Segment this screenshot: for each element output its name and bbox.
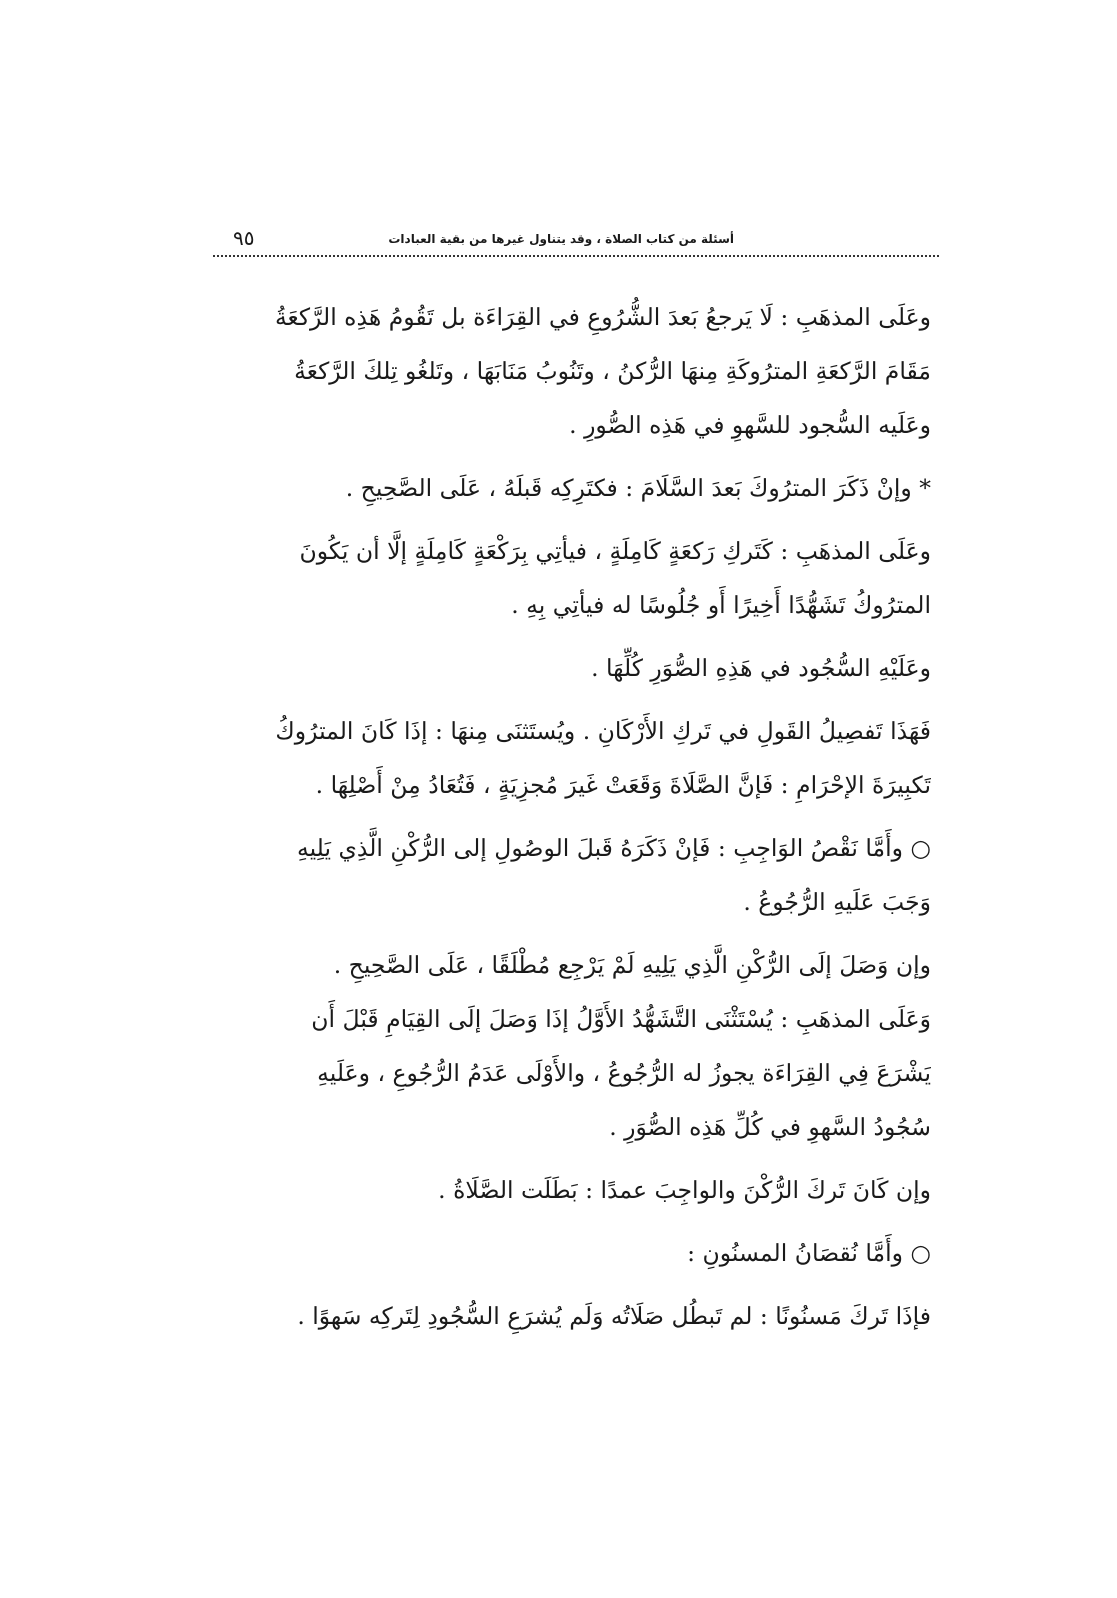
text-line: وَجَبَ عَلَيهِ الرُّجُوعُ .: [743, 888, 931, 916]
text-line: وَعَلَى المذهَبِ : يُسْتَثْنَى التَّشَهُّدُ الأَوَّلُ إذَا وَصَلَ إلَى القِيَامِ قَبْلَ أَن: [311, 1005, 931, 1033]
text-line: المترُوكُ تَشَهُّدًا أَخِيرًا أَو جُلُوسًا له فيأتِي بِهِ .: [511, 591, 931, 619]
page-body: [213, 290, 931, 1343]
header-dotted-rule: [213, 255, 939, 257]
page-number: ٩٥: [233, 226, 255, 250]
text-line: مَقَامَ الرَّكعَةِ المترُوكَةِ مِنهَا الرُّكنُ ، وتَنُوبُ مَنَابَهَا ، وتَلغُو تِلكَ الرَّكعَةُ: [294, 357, 931, 385]
text-line: فإذَا تَركَ مَسنُونًا : لم تَبطُل صَلَاتُه وَلَم يُشرَعِ السُّجُودِ لِتَركِه سَهوًا .: [297, 1302, 931, 1330]
text-line: سُجُودُ السَّهوِ في كُلِّ هَذِه الصُّوَرِ .: [609, 1113, 931, 1141]
text-line: وإن كَانَ تَركَ الرُّكْنَ والواجِبَ عمدًا : بَطَلَت الصَّلَاةُ .: [438, 1176, 931, 1204]
text-line: ○ وأَمَّا نُقصَانُ المسنُونِ :: [687, 1239, 931, 1267]
text-line: وعَلَيْهِ السُّجُود في هَذِهِ الصُّوَرِ كُلِّهَا .: [591, 654, 931, 682]
running-title: أسئلة من كتاب الصلاة ، وقد يتناول غيرها من بقية العبادات: [388, 232, 734, 246]
text-line: وعَلَيه السُّجود للسَّهوِ في هَذِه الصُّورِ .: [569, 411, 931, 439]
text-line: تَكبِيرَةَ الإحْرَامِ : فَإنَّ الصَّلَاةَ وَقَعَتْ غَيرَ مُجزِيَةٍ ، فَتُعَادُ مِنْ أَصْلِهَا .: [315, 771, 931, 799]
text-line: وإن وَصَلَ إلَى الرُّكْنِ الَّذِي يَلِيهِ لَمْ يَرْجِع مُطْلَقًا ، عَلَى الصَّحِيحِ .: [333, 951, 931, 979]
text-line: * وإنْ ذَكَرَ المترُوكَ بَعدَ السَّلَامَ : فكتَرِكِه قَبلَهُ ، عَلَى الصَّحِيحِ .: [345, 474, 931, 502]
text-line: يَشْرَعَ فِي القِرَاءَة يجوزُ له الرُّجُوعُ ، والأَوْلَى عَدَمُ الرُّجُوعِ ، وعَلَيهِ: [317, 1059, 931, 1087]
text-line: وعَلَى المذهَبِ : لَا يَرجعُ بَعدَ الشُّرُوعِ في القِرَاءَة بل تَقُومُ هَذِه الرَّكعَةُ: [274, 303, 931, 331]
running-header: [213, 224, 939, 258]
text-line: وعَلَى المذهَبِ : كَتَركِ رَكعَةٍ كَامِلَةٍ ، فيأتِي بِرَكْعَةٍ كَامِلَةٍ إلَّا أن يَكُونَ: [299, 537, 931, 565]
text-line: فَهَذَا تَفصِيلُ القَولِ في تَركِ الأَرْكَانِ . ويُستَثنَى مِنهَا : إذَا كَانَ المترُوكُ: [275, 717, 931, 745]
text-line: ○ وأَمَّا نَقْصُ الوَاجِبِ : فَإنْ ذَكَرَهُ قَبلَ الوصُولِ إلى الرُّكْنِ الَّذِي يَلِيهِ: [296, 834, 931, 862]
